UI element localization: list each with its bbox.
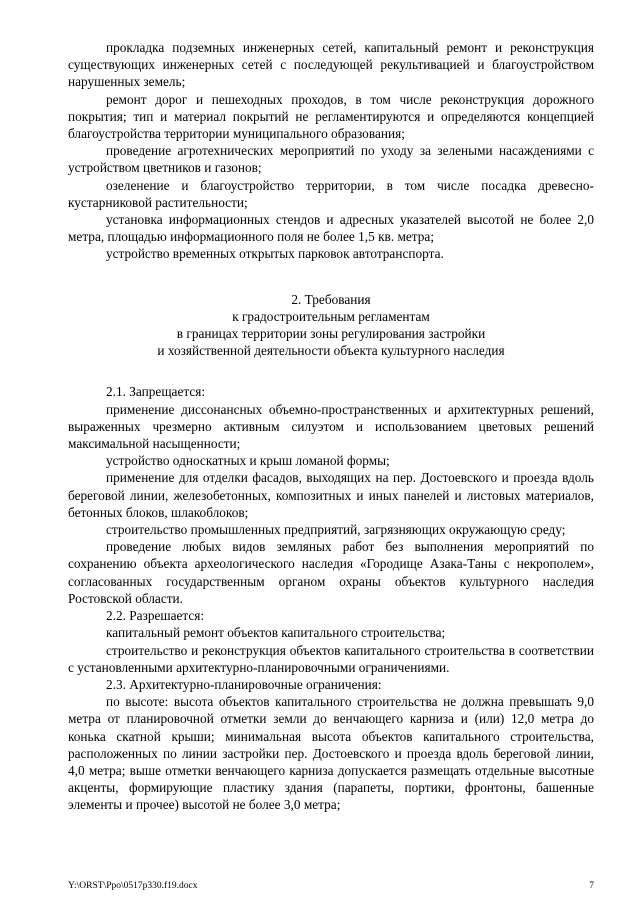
paragraph: устройство временных открытых парковок автотранспорта. xyxy=(106,246,444,262)
heading-line: в границах территории зоны регулирования застройки xyxy=(176,326,486,342)
subsection-title: 2.1. Запрещается: xyxy=(106,384,206,400)
heading-line: к градостроительным регламентам xyxy=(232,308,430,324)
paragraph: по высоте: высота объектов капитального строительства не должна превышать 9,0 метра от планировочной отметки земли до венчающего карниза и (или) 12,0 метра до конька скатной крыши; минимальная высота объектов капитального строительства, расположенных по линии застройки пер. Достоевского и проезда вдоль береговой линии, 4,0 метра; выше отметки венчающего карниза допускается размещать отдельные высотные акценты, формирующие пластику здания (парапеты, портики, фронтоны, башенные элементы и прочее) высотой не более 3,0 метра; xyxy=(68,694,594,813)
paragraph: ремонт дорог и пешеходных проходов, в том числе реконструкция дорожного покрытия; тип и материал покрытий не регламентируются и определяются концепцией благоустройства территории муниципального образования; xyxy=(68,91,594,142)
page-number: 7 xyxy=(589,881,594,891)
heading-line: и хозяйственной деятельности объекта культурного наследия xyxy=(157,343,505,359)
file-path: Y:\ORST\Ppo\0517p330.f19.docx xyxy=(68,881,198,891)
paragraph: озеленение и благоустройство территории, в том числе посадка древесно-кустарниковой растительности; xyxy=(68,177,594,210)
paragraph: применение для отделки фасадов, выходящих на пер. Достоевского и проезда вдоль береговой линии, железобетонных, композитных и иных панелей и листовых материалов, бетонных блоков, шлакоблоков; xyxy=(68,470,594,520)
paragraph: применение диссонансных объемно-пространственных и архитектурных решений, выраженных чрезмерно активным силуэтом и использованием цветовых решений максимальной насыщенности; xyxy=(68,401,594,452)
heading-line: 2. Требования xyxy=(291,291,371,307)
paragraph: прокладка подземных инженерных сетей, капитальный ремонт и реконструкция существующих инженерных сетей с последующей рекультивацией и благоустройством нарушенных земель; xyxy=(68,40,594,90)
paragraph: устройство односкатных и крыш ломаной формы; xyxy=(106,453,390,469)
paragraph: установка информационных стендов и адресных указателей высотой не более 2,0 метра, площадью информационного поля не более 1,5 кв. метра; xyxy=(68,212,594,245)
section-heading xyxy=(68,291,594,360)
subsection-title: 2.2. Разрешается: xyxy=(106,608,205,624)
paragraph: проведение агротехнических мероприятий по уходу за зелеными насаждениями с устройством цветников и газонов; xyxy=(68,143,594,176)
paragraph: строительство промышленных предприятий, загрязняющих окружающую среду; xyxy=(106,522,566,538)
subsection-title: 2.3. Архитектурно-планировочные ограничения: xyxy=(106,676,382,692)
paragraph: строительство и реконструкция объектов капитального строительства в соответствии с установленными архитектурно-планировочными ограничениями. xyxy=(68,642,594,675)
paragraph: проведение любых видов земляных работ без выполнения мероприятий по сохранению объекта археологического наследия «Городище Азака-Таны с некрополем», согласованных государственным органом охраны объектов культурного наследия Ростовской области. xyxy=(68,539,594,606)
document-body xyxy=(68,39,594,814)
paragraph: капитальный ремонт объектов капитального строительства; xyxy=(106,625,446,641)
page-footer xyxy=(68,878,594,895)
